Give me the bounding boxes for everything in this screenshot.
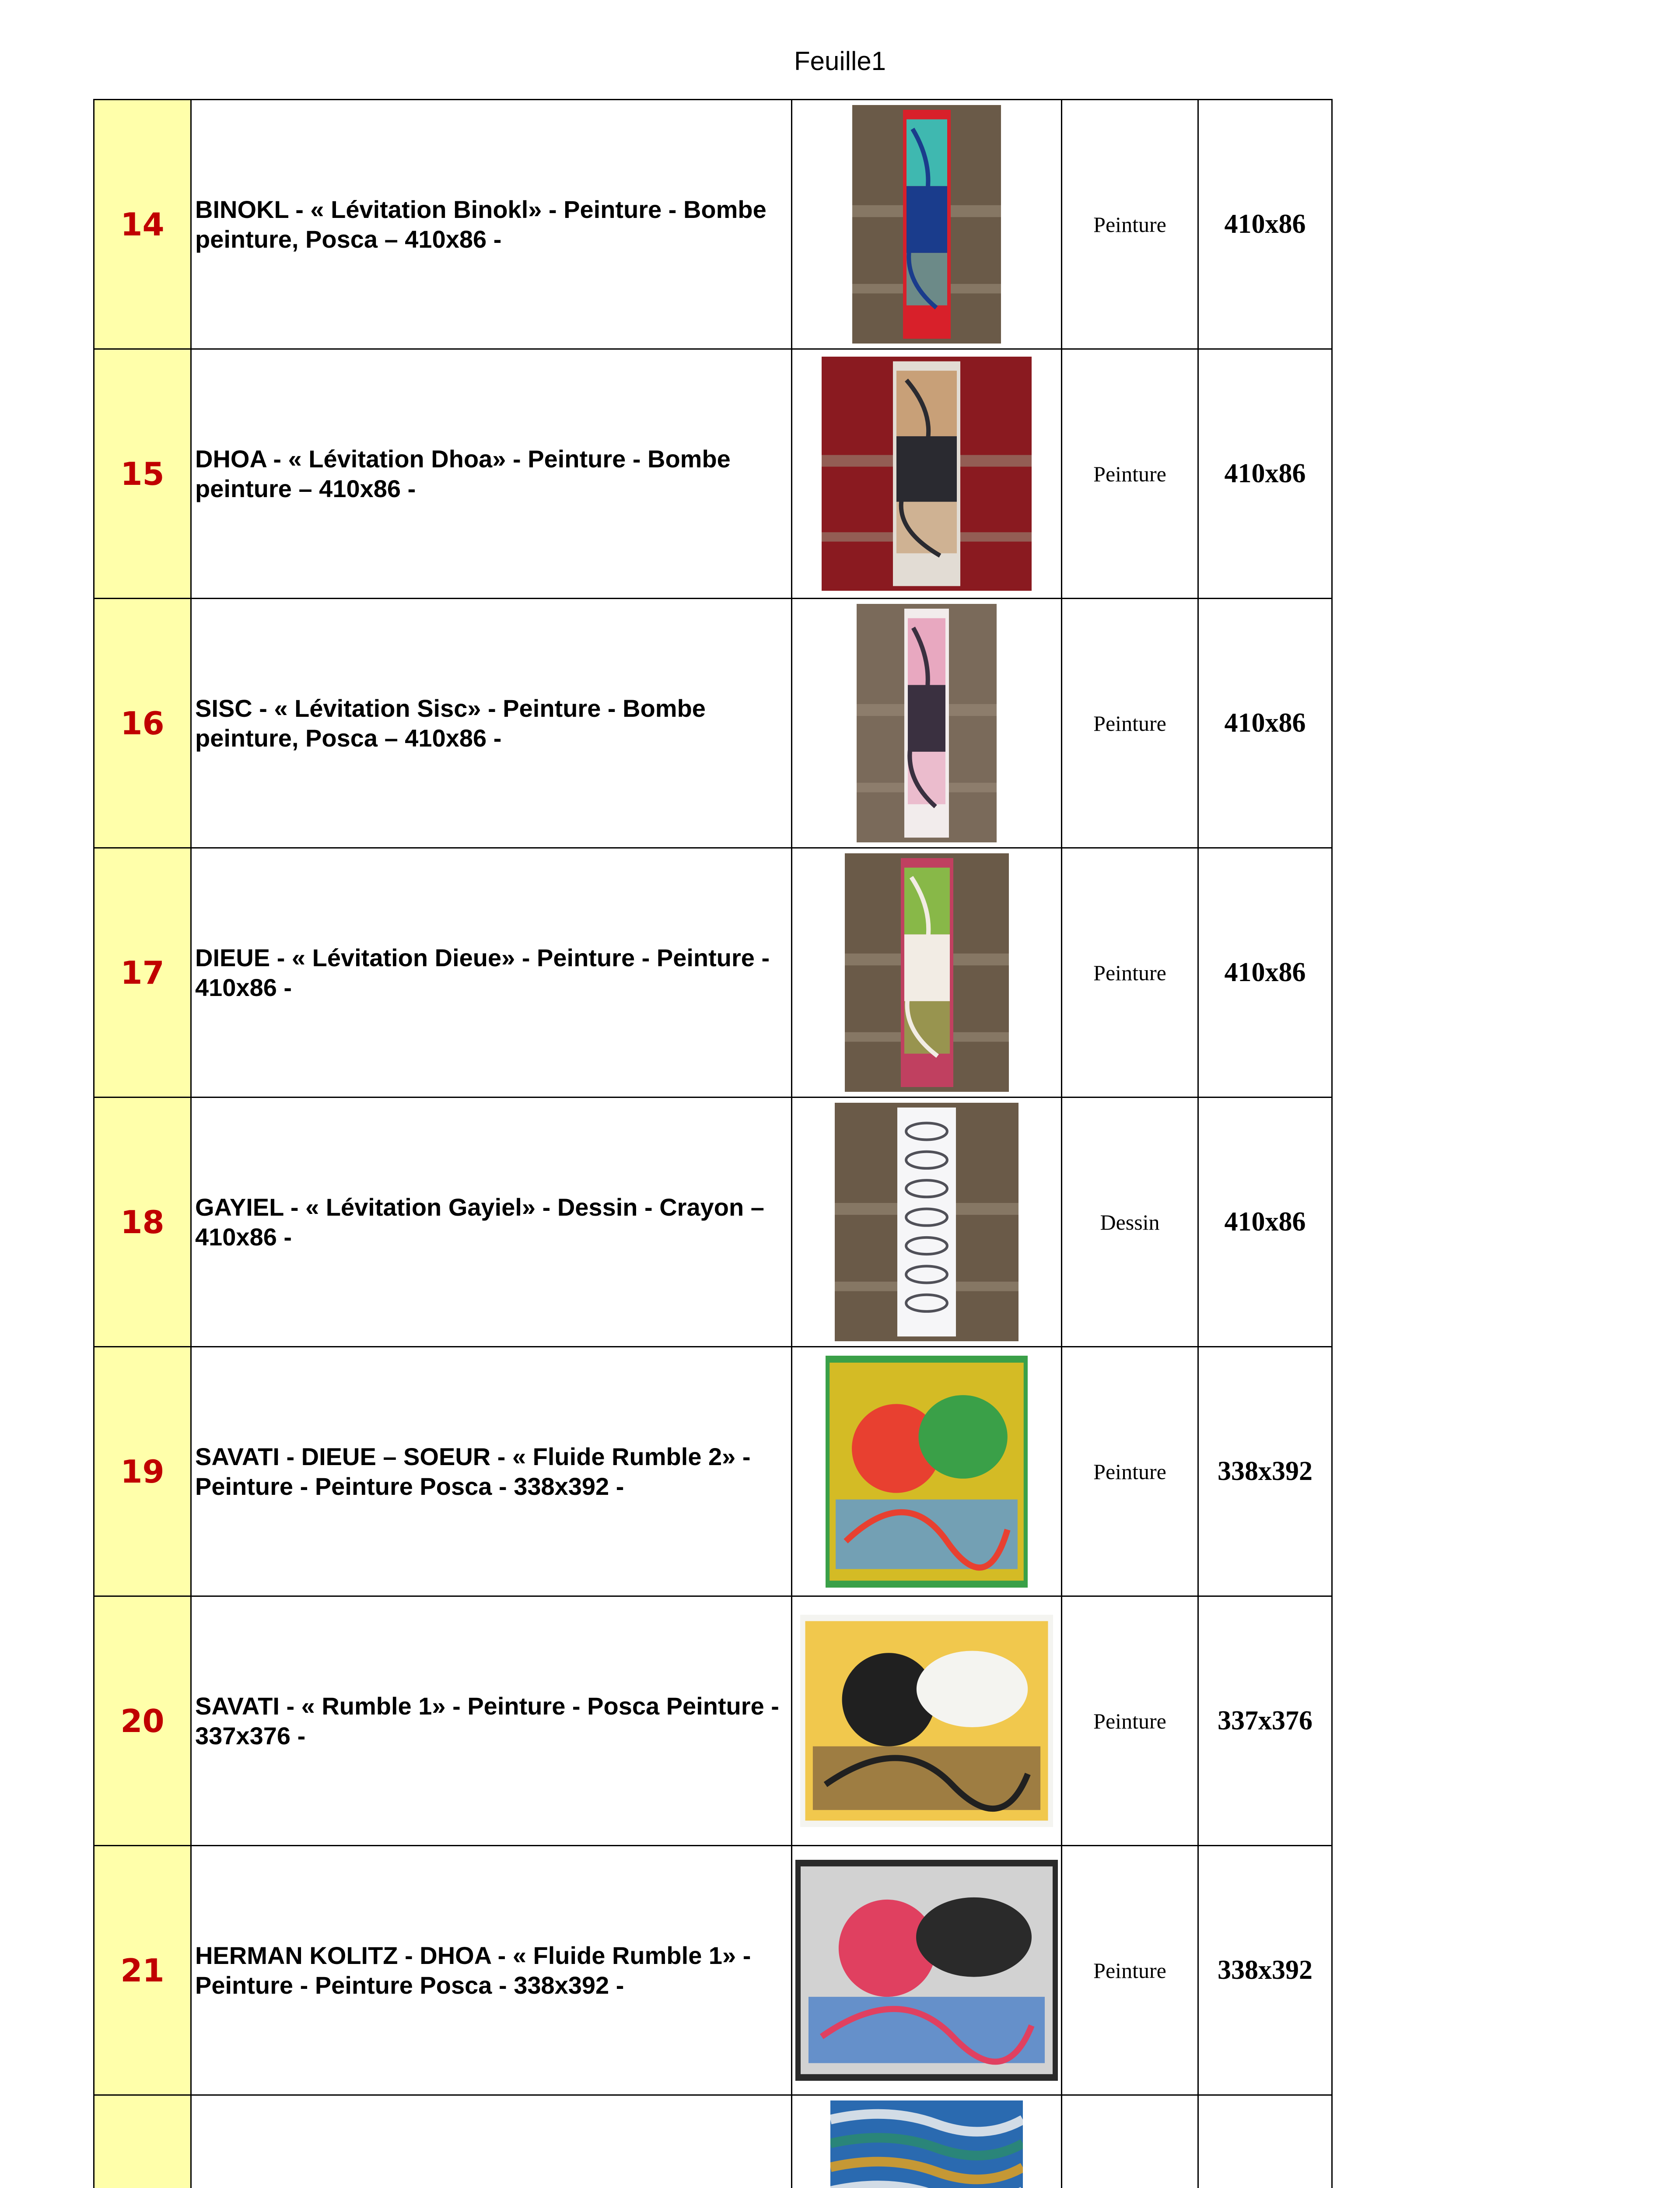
table-row — [94, 848, 1332, 1098]
artwork-technique: Peinture — [1062, 1347, 1198, 1596]
artwork-dimensions: 337x376 — [1198, 1596, 1332, 1846]
artwork-description: SISC - « Lévitation Sisc» - Peinture - Bombe peinture, Posca – 410x86 - — [191, 599, 792, 848]
table-row — [94, 1098, 1332, 1347]
item-number: 16 — [94, 599, 191, 848]
artwork-dimensions: 410x86 — [1198, 1098, 1332, 1347]
artwork-photo-cell — [792, 848, 1062, 1098]
artwork-thumbnail — [830, 2100, 1023, 2188]
artwork-description: HERMAN KOLITZ - DHOA - « Fluide Rumble 1» - Peinture - Peinture Posca - 338x392 - — [191, 1846, 792, 2095]
artwork-technique: Peinture — [1062, 599, 1198, 848]
item-number: 21 — [94, 1846, 191, 2095]
artwork-dimensions: 410x86 — [1198, 100, 1332, 349]
artwork-table — [93, 99, 1333, 2188]
table-row — [94, 1596, 1332, 1846]
item-number: 19 — [94, 1347, 191, 1596]
table-row — [94, 2095, 1332, 2188]
artwork-photo-cell — [792, 100, 1062, 349]
artwork-technique: Peinture — [1062, 1846, 1198, 2095]
artwork-thumbnail — [857, 604, 997, 842]
table-row — [94, 349, 1332, 599]
artwork-thumbnail — [822, 357, 1032, 591]
table-row — [94, 100, 1332, 349]
artwork-description: SAVATI - « Rumble 1» - Peinture - Posca Peinture - 337x376 - — [191, 1596, 792, 1846]
artwork-photo-cell — [792, 2095, 1062, 2188]
artwork-technique — [1062, 2095, 1198, 2188]
artwork-technique: Peinture — [1062, 349, 1198, 599]
artwork-description: SAVATI - DIEUE – SOEUR - « Fluide Rumble 2» - Peinture - Peinture Posca - 338x392 - — [191, 1347, 792, 1596]
artwork-technique: Peinture — [1062, 100, 1198, 349]
artwork-thumbnail — [852, 105, 1001, 344]
table-row — [94, 1347, 1332, 1596]
artwork-thumbnail — [800, 1615, 1053, 1827]
item-number: 20 — [94, 1596, 191, 1846]
artwork-thumbnail — [835, 1103, 1018, 1341]
item-number — [94, 2095, 191, 2188]
artwork-photo-cell — [792, 1098, 1062, 1347]
artwork-description: BINOKL - « Lévitation Binokl» - Peinture - Bombe peinture, Posca – 410x86 - — [191, 100, 792, 349]
artwork-description — [191, 2095, 792, 2188]
artwork-description: GAYIEL - « Lévitation Gayiel» - Dessin - Crayon – 410x86 - — [191, 1098, 792, 1347]
artwork-dimensions: 338x392 — [1198, 1347, 1332, 1596]
artwork-photo-cell — [792, 599, 1062, 848]
artwork-photo-cell — [792, 1347, 1062, 1596]
artwork-description: DHOA - « Lévitation Dhoa» - Peinture - Bombe peinture – 410x86 - — [191, 349, 792, 599]
table-row — [94, 599, 1332, 848]
item-number: 15 — [94, 349, 191, 599]
artwork-dimensions: 338x392 — [1198, 1846, 1332, 2095]
artwork-technique: Peinture — [1062, 1596, 1198, 1846]
artwork-thumbnail — [795, 1860, 1058, 2081]
artwork-photo-cell — [792, 349, 1062, 599]
artwork-dimensions: 410x86 — [1198, 848, 1332, 1098]
artwork-description: DIEUE - « Lévitation Dieue» - Peinture - Peinture - 410x86 - — [191, 848, 792, 1098]
artwork-thumbnail — [826, 1356, 1028, 1588]
artwork-dimensions — [1198, 2095, 1332, 2188]
artwork-photo-cell — [792, 1596, 1062, 1846]
artwork-dimensions: 410x86 — [1198, 349, 1332, 599]
item-number: 17 — [94, 848, 191, 1098]
artwork-technique: Dessin — [1062, 1098, 1198, 1347]
artwork-dimensions: 410x86 — [1198, 599, 1332, 848]
sheet-title: Feuille1 — [794, 46, 886, 76]
item-number: 14 — [94, 100, 191, 349]
artwork-technique: Peinture — [1062, 848, 1198, 1098]
artwork-thumbnail — [845, 853, 1009, 1092]
artwork-photo-cell — [792, 1846, 1062, 2095]
item-number: 18 — [94, 1098, 191, 1347]
table-row — [94, 1846, 1332, 2095]
